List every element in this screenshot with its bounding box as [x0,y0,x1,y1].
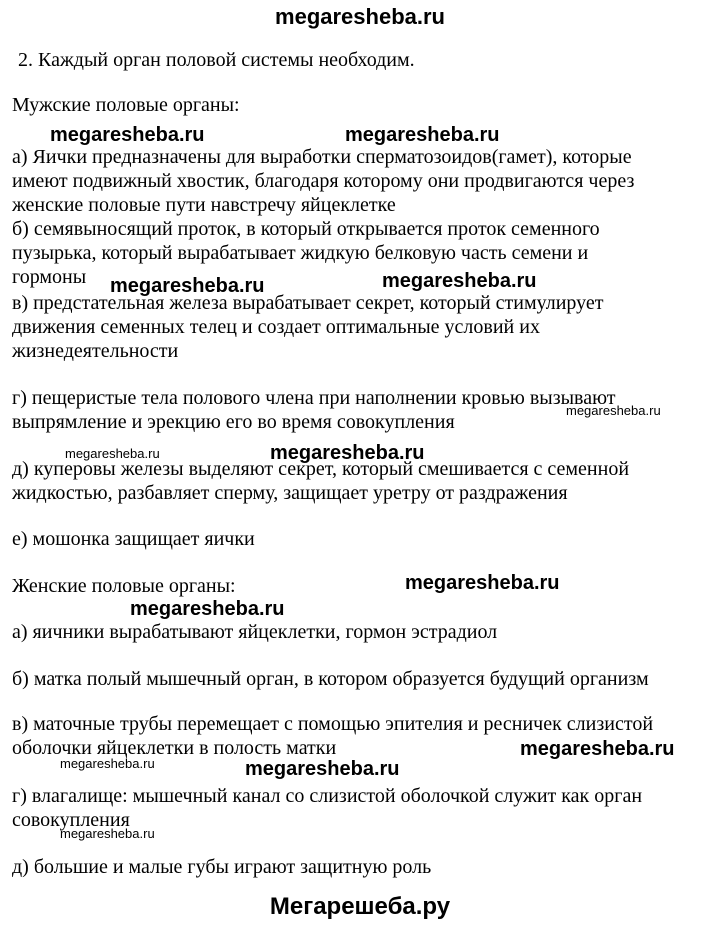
male-line-6: гормоны [12,266,87,288]
male-heading: Мужские половые органы: [12,94,240,116]
female-line-6: совокупления [12,809,130,831]
male-line-2: имеют подвижный хвостик, благодаря которому они продвигаются через [12,170,635,192]
watermark-small: megaresheba.ru [60,756,155,771]
watermark-small: megaresheba.ru [60,826,155,841]
male-line-14: е) мошонка защищает яички [12,528,255,550]
watermark: megaresheba.ru [382,270,537,292]
site-header: megaresheba.ru [275,4,445,29]
female-line-4: оболочки яйцеклетки в полость матки [12,737,337,759]
watermark: megaresheba.ru [520,738,675,760]
male-line-7: в) предстательная железа вырабатывает секрет, который стимулирует [12,292,604,314]
female-heading: Женские половые органы: [12,575,236,597]
female-line-2: б) матка полый мышечный орган, в котором образуется будущий организм [12,668,649,690]
male-line-5: пузырька, который вырабатывает жидкую белковую часть семени и [12,242,589,264]
male-line-3: женские половые пути навстречу яйцеклетке [12,194,396,216]
watermark: megaresheba.ru [50,124,205,146]
male-line-10: г) пещеристые тела полового члена при наполнении кровью вызывают [12,387,616,409]
question-text: 2. Каждый орган половой системы необходим. [18,49,415,71]
watermark: megaresheba.ru [345,124,500,146]
watermark-small: megaresheba.ru [65,446,160,461]
watermark: megaresheba.ru [270,442,425,464]
female-line-7: д) большие и малые губы играют защитную роль [12,856,432,878]
site-footer: Мегарешеба.ру [269,893,451,920]
female-line-1: а) яичники вырабатывают яйцеклетки, гормон эстрадиол [12,621,498,643]
watermark-small: megaresheba.ru [566,403,661,418]
male-line-4: б) семявыносящий проток, в который открывается проток семенного [12,218,600,240]
male-line-8: движения семенных телец и создает оптимальные условий их [12,316,540,338]
watermark: megaresheba.ru [405,572,560,594]
male-line-11: выпрямление и эрекцию его во время совокупления [12,411,455,433]
watermark: megaresheba.ru [130,598,285,620]
male-line-1: а) Яички предназначены для выработки сперматозоидов(гамет), которые [12,146,632,168]
watermark: megaresheba.ru [110,275,265,297]
female-line-5: г) влагалище: мышечный канал со слизистой оболочкой служит как орган [12,785,643,807]
male-line-12: д) куперовы железы выделяют секрет, который смешивается с семенной [12,458,630,480]
male-line-9: жизнедеятельности [12,340,179,362]
watermark: megaresheba.ru [245,758,400,780]
male-line-13: жидкостью, разбавляет сперму, защищает уретру от раздражения [12,482,568,504]
female-line-3: в) маточные трубы перемещает с помощью эпителия и ресничек слизистой [12,713,654,735]
